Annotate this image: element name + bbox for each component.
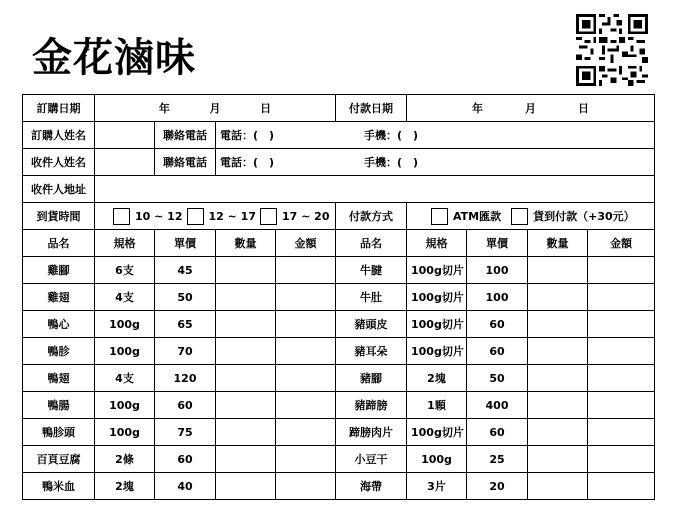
item-name: 鴨胗頭 bbox=[23, 419, 95, 446]
item-quantity-field[interactable] bbox=[528, 257, 588, 284]
item-spec: 100g bbox=[95, 311, 155, 338]
table-row bbox=[23, 473, 655, 500]
item-price: 100 bbox=[467, 257, 528, 284]
price-header: 單價 bbox=[155, 230, 216, 257]
item-name: 牛腱 bbox=[336, 257, 407, 284]
mobile-label: 手機：( ) bbox=[364, 129, 419, 142]
item-quantity-field[interactable] bbox=[216, 392, 276, 419]
item-quantity-field[interactable] bbox=[528, 473, 588, 500]
item-name: 小豆干 bbox=[336, 446, 407, 473]
item-amount-field[interactable] bbox=[588, 473, 655, 500]
mobile-label: 手機：( ) bbox=[364, 156, 419, 169]
item-name: 雞翅 bbox=[23, 284, 95, 311]
order-date-label: 訂購日期 bbox=[23, 95, 95, 122]
item-amount-field[interactable] bbox=[588, 257, 655, 284]
table-row bbox=[23, 311, 655, 338]
item-amount-field[interactable] bbox=[276, 284, 336, 311]
item-spec: 2塊 bbox=[407, 365, 467, 392]
item-name: 鴨心 bbox=[23, 311, 95, 338]
item-spec: 6支 bbox=[95, 257, 155, 284]
orderer-row bbox=[23, 122, 655, 149]
delivery-time-label: 到貨時間 bbox=[23, 203, 95, 230]
table-row bbox=[23, 284, 655, 311]
item-name: 鴨米血 bbox=[23, 473, 95, 500]
table-row bbox=[23, 338, 655, 365]
item-price: 20 bbox=[467, 473, 528, 500]
item-quantity-field[interactable] bbox=[216, 257, 276, 284]
day-label: 日 bbox=[260, 102, 272, 115]
item-spec: 100g bbox=[407, 446, 467, 473]
item-name: 牛肚 bbox=[336, 284, 407, 311]
table-row bbox=[23, 446, 655, 473]
item-price: 400 bbox=[467, 392, 528, 419]
item-spec: 100g bbox=[95, 392, 155, 419]
page-title: 金花滷味 bbox=[32, 35, 196, 81]
item-spec: 100g切片 bbox=[407, 419, 467, 446]
item-amount-field[interactable] bbox=[588, 446, 655, 473]
order-date-row bbox=[23, 95, 655, 122]
day-label: 日 bbox=[578, 102, 589, 115]
item-name: 豬腳 bbox=[336, 365, 407, 392]
item-amount-field[interactable] bbox=[588, 284, 655, 311]
item-amount-field[interactable] bbox=[276, 338, 336, 365]
spec-header: 規格 bbox=[407, 230, 467, 257]
quantity-header: 數量 bbox=[528, 230, 588, 257]
cash-on-delivery-checkbox[interactable] bbox=[511, 208, 528, 225]
qr-code-icon bbox=[576, 14, 648, 86]
item-quantity-field[interactable] bbox=[216, 419, 276, 446]
cash-on-delivery-label: 貨到付款（+30元） bbox=[533, 210, 635, 223]
time-slot-1-label: 10 ~ 12 bbox=[135, 209, 183, 223]
phone-label: 電話：( ) bbox=[220, 129, 275, 142]
item-quantity-field[interactable] bbox=[216, 284, 276, 311]
item-amount-field[interactable] bbox=[276, 446, 336, 473]
recipient-address-label: 收件人地址 bbox=[23, 176, 95, 203]
item-quantity-field[interactable] bbox=[528, 365, 588, 392]
item-price: 70 bbox=[155, 338, 216, 365]
item-name: 百頁豆腐 bbox=[23, 446, 95, 473]
item-amount-field[interactable] bbox=[276, 257, 336, 284]
item-amount-field[interactable] bbox=[276, 419, 336, 446]
item-quantity-field[interactable] bbox=[216, 311, 276, 338]
item-spec: 4支 bbox=[95, 284, 155, 311]
item-name: 海帶 bbox=[336, 473, 407, 500]
order-form-table bbox=[22, 94, 655, 500]
item-spec: 100g bbox=[95, 419, 155, 446]
recipient-address-field[interactable] bbox=[95, 176, 655, 203]
item-price: 60 bbox=[467, 338, 528, 365]
item-name: 鴨腸 bbox=[23, 392, 95, 419]
time-slot-3-checkbox[interactable] bbox=[260, 208, 277, 225]
item-amount-field[interactable] bbox=[588, 365, 655, 392]
year-label: 年 bbox=[472, 102, 483, 115]
item-quantity-field[interactable] bbox=[528, 311, 588, 338]
orderer-contact-phone-label: 聯絡電話 bbox=[155, 122, 216, 149]
orderer-name-field[interactable] bbox=[95, 122, 155, 149]
item-amount-field[interactable] bbox=[588, 392, 655, 419]
item-name: 豬耳朵 bbox=[336, 338, 407, 365]
item-amount-field[interactable] bbox=[588, 419, 655, 446]
item-quantity-field[interactable] bbox=[216, 446, 276, 473]
delivery-payment-row bbox=[23, 203, 655, 230]
item-spec: 1顆 bbox=[407, 392, 467, 419]
table-row bbox=[23, 419, 655, 446]
payment-date-field[interactable] bbox=[407, 95, 655, 122]
item-price: 75 bbox=[155, 419, 216, 446]
year-label: 年 bbox=[158, 102, 170, 115]
item-spec: 3片 bbox=[407, 473, 467, 500]
item-quantity-field[interactable] bbox=[216, 365, 276, 392]
item-amount-field[interactable] bbox=[588, 338, 655, 365]
atm-transfer-checkbox[interactable] bbox=[431, 208, 448, 225]
item-spec: 100g切片 bbox=[407, 257, 467, 284]
recipient-name-field[interactable] bbox=[95, 149, 155, 176]
item-price: 120 bbox=[155, 365, 216, 392]
orderer-phone-field[interactable] bbox=[216, 122, 655, 149]
item-quantity-field[interactable] bbox=[528, 419, 588, 446]
amount-header: 金額 bbox=[588, 230, 655, 257]
item-spec: 100g bbox=[95, 338, 155, 365]
time-slot-3-label: 17 ~ 20 bbox=[282, 209, 330, 223]
item-price: 45 bbox=[155, 257, 216, 284]
time-slot-2-label: 12 ~ 17 bbox=[208, 209, 256, 223]
item-header-row bbox=[23, 230, 655, 257]
item-amount-field[interactable] bbox=[588, 311, 655, 338]
item-price: 60 bbox=[467, 311, 528, 338]
item-spec: 100g切片 bbox=[407, 284, 467, 311]
delivery-time-options bbox=[95, 203, 336, 230]
item-spec: 2條 bbox=[95, 446, 155, 473]
item-price: 60 bbox=[155, 446, 216, 473]
item-quantity-field[interactable] bbox=[528, 392, 588, 419]
quantity-header: 數量 bbox=[216, 230, 276, 257]
item-quantity-field[interactable] bbox=[216, 338, 276, 365]
atm-transfer-label: ATM匯款 bbox=[453, 210, 502, 223]
item-amount-field[interactable] bbox=[276, 473, 336, 500]
price-header: 單價 bbox=[467, 230, 528, 257]
item-spec: 2塊 bbox=[95, 473, 155, 500]
item-name: 鴨翅 bbox=[23, 365, 95, 392]
month-label: 月 bbox=[209, 102, 221, 115]
orderer-name-label: 訂購人姓名 bbox=[23, 122, 95, 149]
item-quantity-field[interactable] bbox=[216, 473, 276, 500]
table-row bbox=[23, 257, 655, 284]
recipient-phone-field[interactable] bbox=[216, 149, 655, 176]
recipient-row bbox=[23, 149, 655, 176]
item-amount-field[interactable] bbox=[276, 365, 336, 392]
recipient-name-label: 收件人姓名 bbox=[23, 149, 95, 176]
phone-label: 電話：( ) bbox=[220, 156, 275, 169]
table-row bbox=[23, 392, 655, 419]
item-name-header: 品名 bbox=[23, 230, 95, 257]
item-price: 100 bbox=[467, 284, 528, 311]
item-quantity-field[interactable] bbox=[528, 446, 588, 473]
item-amount-field[interactable] bbox=[276, 392, 336, 419]
payment-method-options bbox=[407, 203, 655, 230]
item-price: 65 bbox=[155, 311, 216, 338]
time-slot-1-checkbox[interactable] bbox=[113, 208, 130, 225]
item-name: 豬頭皮 bbox=[336, 311, 407, 338]
item-quantity-field[interactable] bbox=[528, 284, 588, 311]
spec-header: 規格 bbox=[95, 230, 155, 257]
item-name: 豬蹄膀 bbox=[336, 392, 407, 419]
item-price: 40 bbox=[155, 473, 216, 500]
recipient-contact-phone-label: 聯絡電話 bbox=[155, 149, 216, 176]
payment-method-label: 付款方式 bbox=[336, 203, 407, 230]
item-amount-field[interactable] bbox=[276, 311, 336, 338]
item-spec: 4支 bbox=[95, 365, 155, 392]
item-quantity-field[interactable] bbox=[528, 338, 588, 365]
item-name-header: 品名 bbox=[336, 230, 407, 257]
address-row bbox=[23, 176, 655, 203]
payment-date-label: 付款日期 bbox=[336, 95, 407, 122]
time-slot-2-checkbox[interactable] bbox=[187, 208, 204, 225]
item-name: 雞腳 bbox=[23, 257, 95, 284]
item-price: 50 bbox=[467, 365, 528, 392]
item-spec: 100g切片 bbox=[407, 338, 467, 365]
month-label: 月 bbox=[525, 102, 536, 115]
item-name: 蹄膀肉片 bbox=[336, 419, 407, 446]
item-price: 60 bbox=[467, 419, 528, 446]
item-price: 60 bbox=[155, 392, 216, 419]
item-name: 鴨胗 bbox=[23, 338, 95, 365]
amount-header: 金額 bbox=[276, 230, 336, 257]
item-price: 50 bbox=[155, 284, 216, 311]
table-row bbox=[23, 365, 655, 392]
order-date-field[interactable] bbox=[95, 95, 336, 122]
item-price: 25 bbox=[467, 446, 528, 473]
item-spec: 100g切片 bbox=[407, 311, 467, 338]
